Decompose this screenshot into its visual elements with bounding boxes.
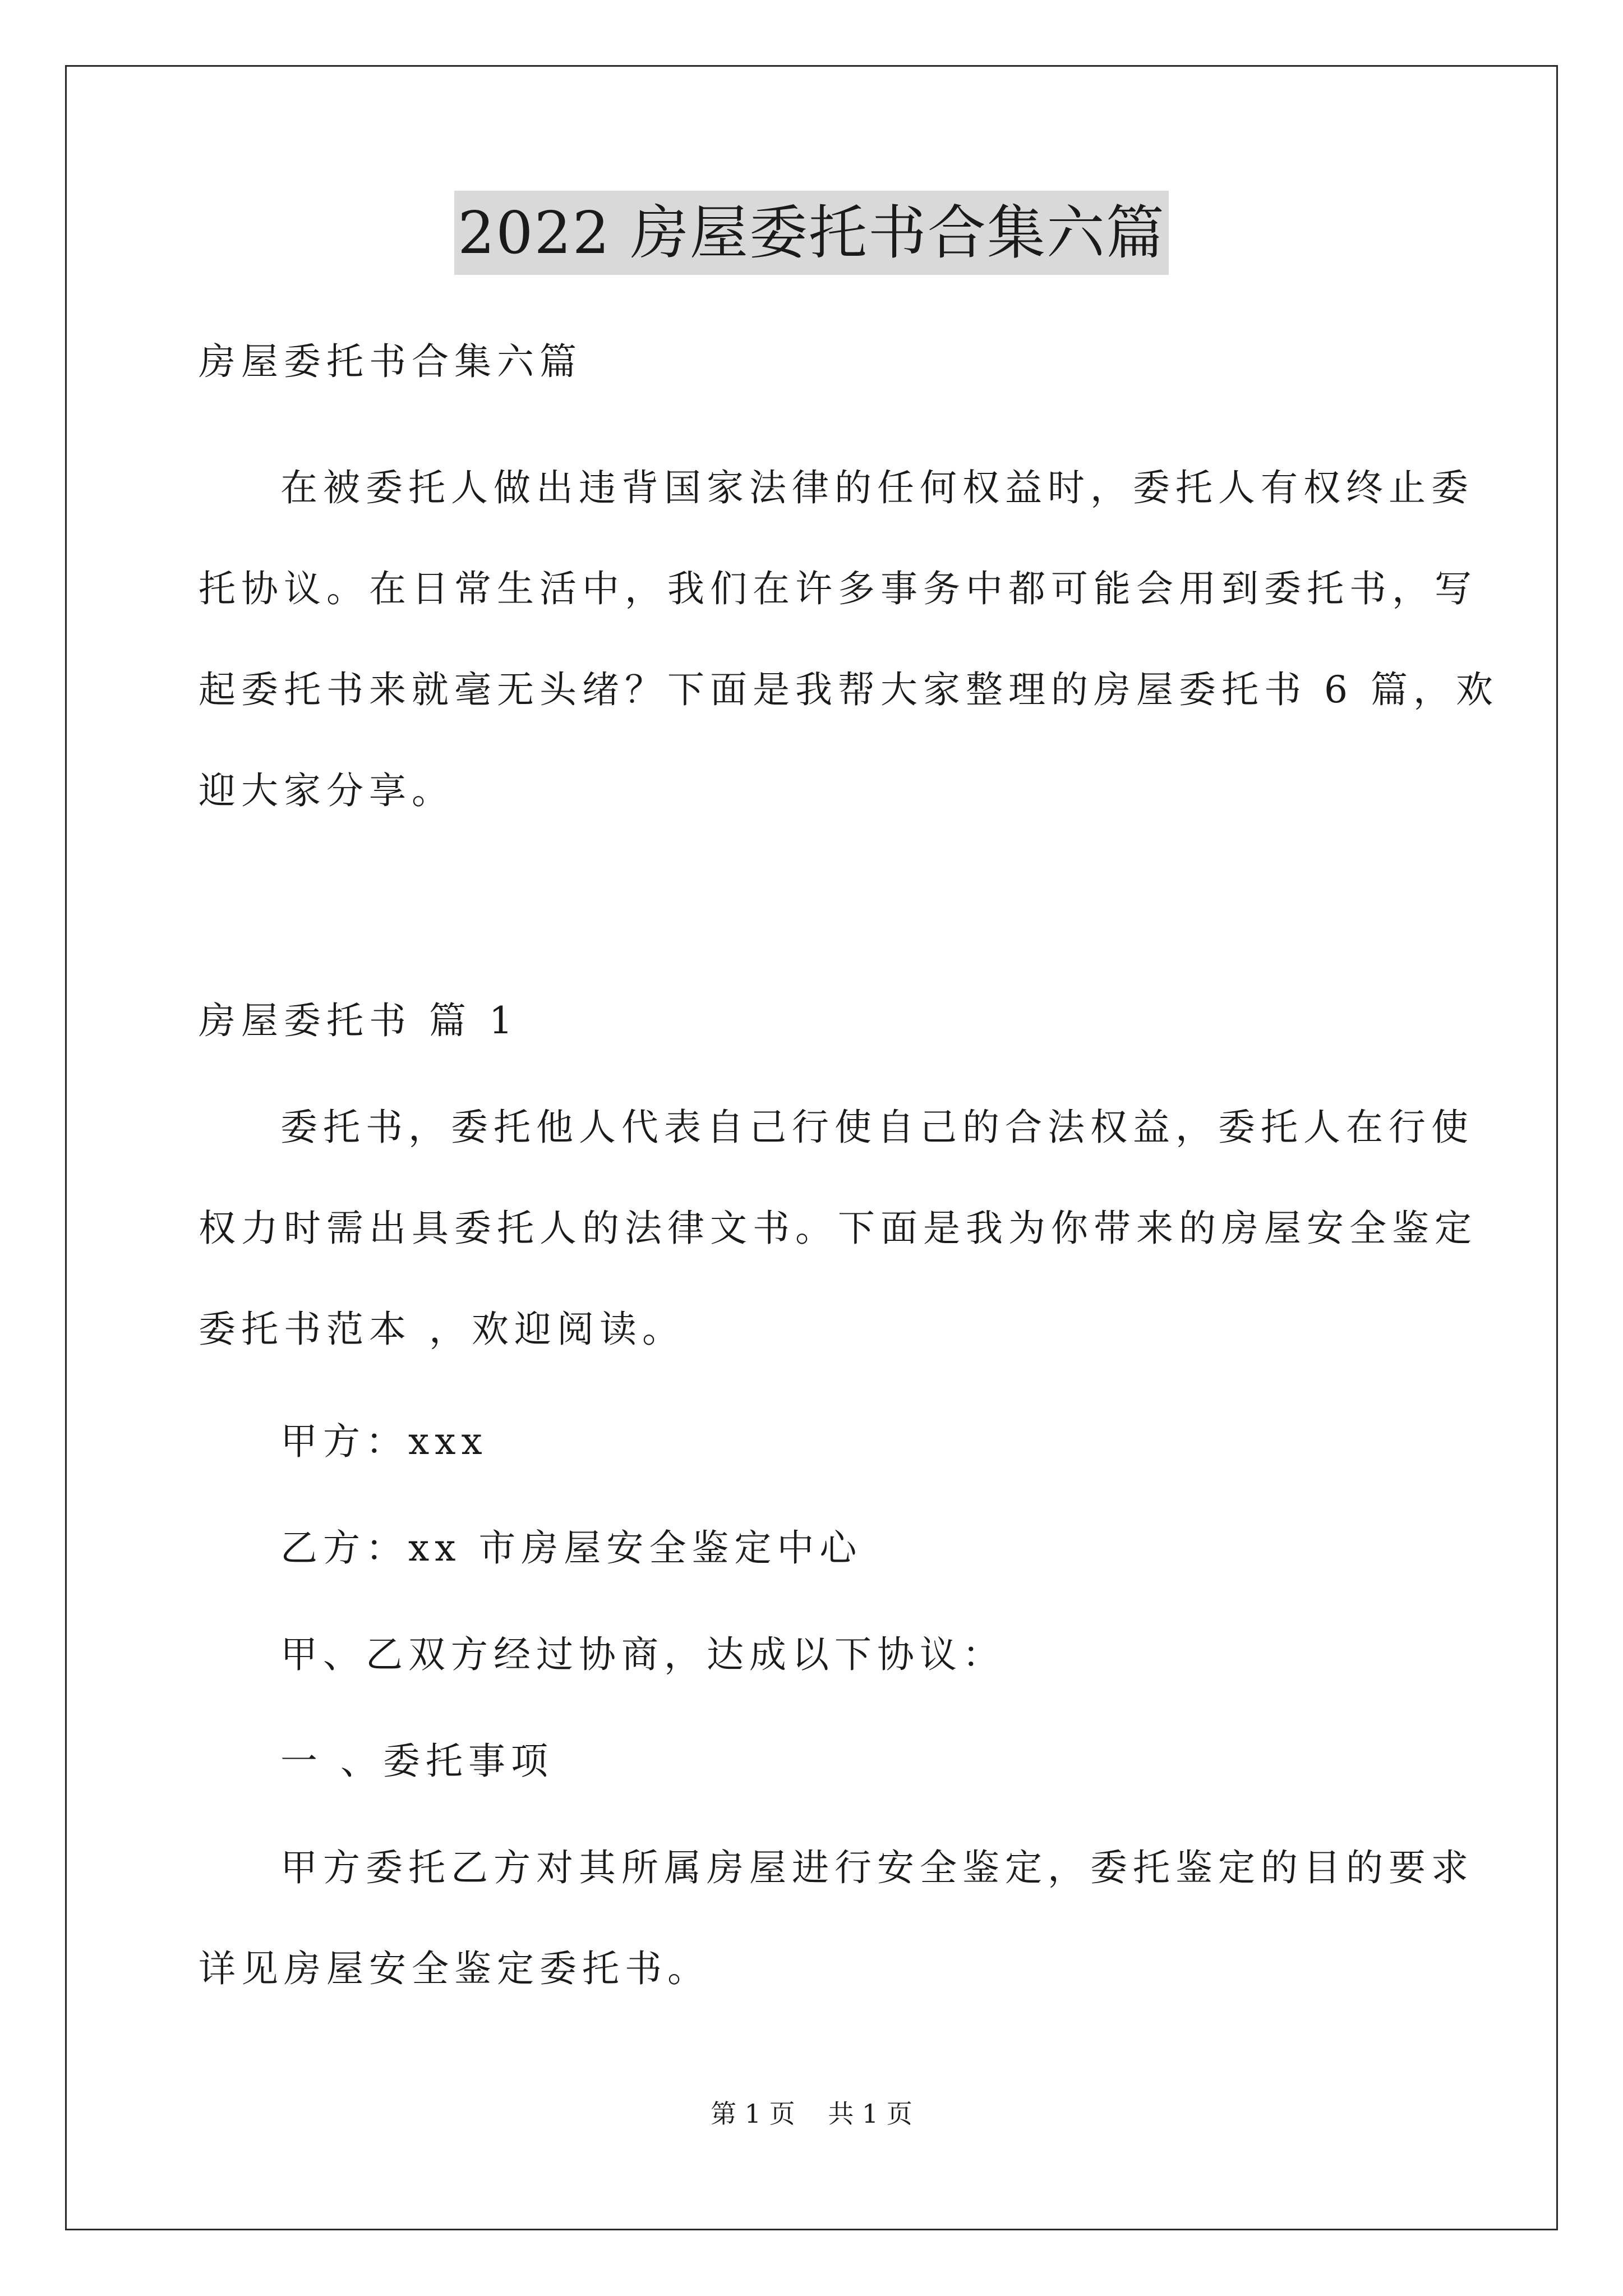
page-footer bbox=[0, 2097, 1623, 2131]
page-number-current: 第 1 页 bbox=[711, 2099, 795, 2129]
body-line-2: 权力时需出具委托人的法律文书。下面是我为你带来的房屋安全鉴定 bbox=[199, 1207, 1477, 1250]
body-line-1: 委托书，委托他人代表自己行使自己的合法权益，委托人在行使 bbox=[280, 1106, 1474, 1149]
agreement-line: 甲、乙双方经过协商，达成以下协议： bbox=[280, 1633, 1005, 1676]
clause-line-2: 详见房屋安全鉴定委托书。 bbox=[199, 1947, 710, 1990]
intro-line-2: 托协议。在日常生活中，我们在许多事务中都可能会用到委托书，写 bbox=[199, 567, 1477, 610]
party-b-line: 乙方：xx 市房屋安全鉴定中心 bbox=[280, 1526, 863, 1570]
subtitle-line: 房屋委托书合集六篇 bbox=[199, 340, 582, 383]
intro-line-1: 在被委托人做出违背国家法律的任何权益时，委托人有权终止委 bbox=[280, 466, 1474, 509]
section-heading-1: 房屋委托书 篇 1 bbox=[199, 999, 518, 1042]
title-wrap bbox=[0, 191, 1623, 275]
clause-line-1: 甲方委托乙方对其所属房屋进行安全鉴定，委托鉴定的目的要求 bbox=[280, 1846, 1474, 1889]
body-line-3: 委托书范本 ，欢迎阅读。 bbox=[199, 1308, 685, 1351]
clause-heading-1: 一 、委托事项 bbox=[280, 1740, 554, 1783]
document-title: 2022 房屋委托书合集六篇 bbox=[454, 191, 1169, 275]
party-a-line: 甲方：xxx bbox=[280, 1420, 488, 1463]
page-number-total: 共 1 页 bbox=[828, 2099, 912, 2129]
intro-line-3: 起委托书来就毫无头绪？下面是我帮大家整理的房屋委托书 6 篇，欢 bbox=[199, 668, 1498, 711]
intro-line-4: 迎大家分享。 bbox=[199, 769, 454, 812]
